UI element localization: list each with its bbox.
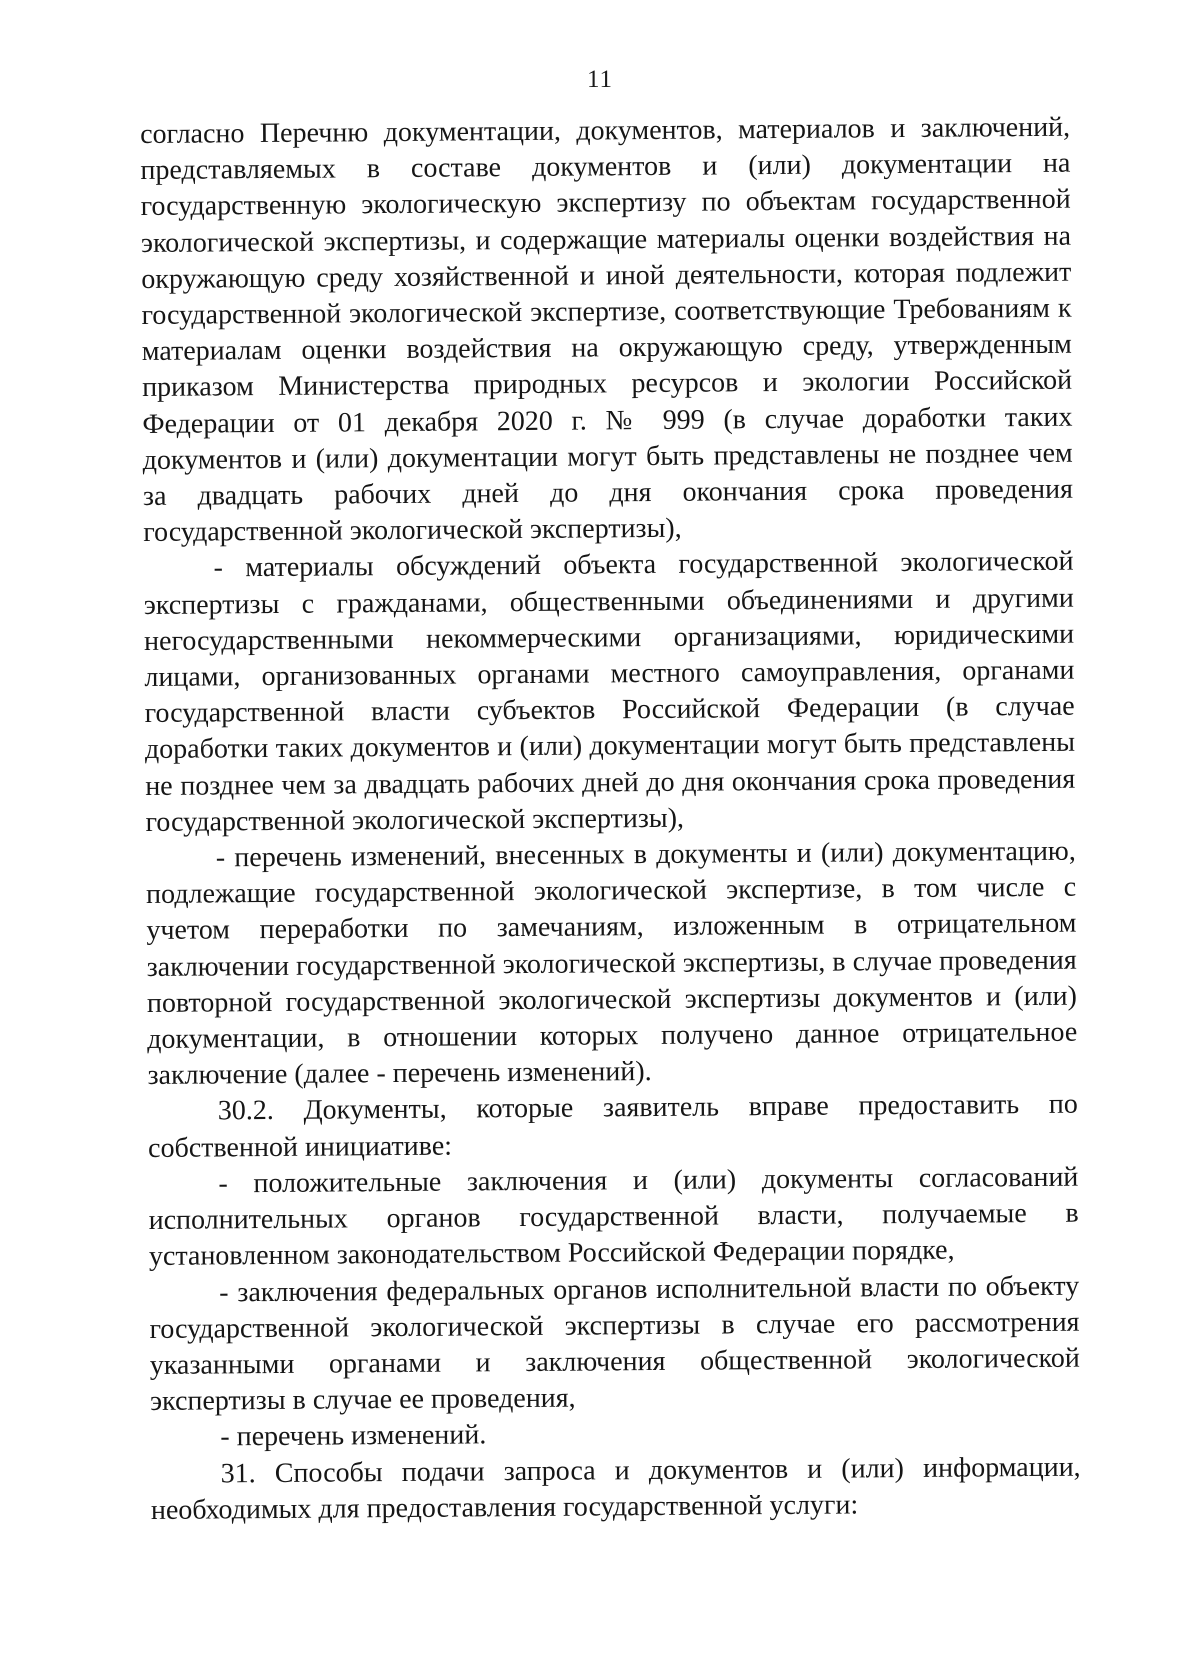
paragraph-section-31: 31. Способы подачи запроса и документов и (или) информации, необходимых для предоставления государственной услуги:: [150, 1451, 1081, 1526]
paragraph-continuation: согласно Перечню документации, документов, материалов и заключений, представляемых в составе документов и (или) документации на государственную экологическую экспертизу по объектам государственной экологической экспертизы, и содержащие материалы оценки воздействия на окружающую среду хозяйственной и иной деятельности, которая подлежит государственной экологической экспертизе, соответствующие Требованиям к материалам оценки воздействия на окружающую среду, утвержденным приказом Министерства природных ресурсов и экологии Российской Федерации от 01 декабря 2020 г. № 999 (в случае доработки таких документов и (или) документации могут быть представлены не позднее чем за двадцать рабочих дней до дня окончания срока проведения государственной экологической экспертизы),: [140, 111, 1074, 549]
paragraph-changes-list: - перечень изменений, внесенных в документы и (или) документацию, подлежащие государственной экологической экспертизе, в том числе с учетом переработки по замечаниям, изложенным в отрицательном заключении государственной экологической экспертизы, в случае проведения повторной государственной экологической экспертизы документов и (или) документации, в отношении которых получено данное отрицательное заключение (далее - перечень изменений).: [145, 835, 1078, 1092]
page-number: 11: [586, 66, 614, 93]
document-body: [140, 110, 1081, 1529]
paragraph-changes-item: - перечень изменений.: [220, 1419, 487, 1453]
paragraph-federal-conclusions: - заключения федеральных органов исполнительной власти по объекту государственной экологической экспертизы в случае его рассмотрения указанными органами и заключения общественной экологической экспертизы в случае ее проведения,: [149, 1270, 1080, 1418]
paragraph-section-30-2: 30.2. Документы, которые заявитель вправе предоставить по собственной инициативе:: [147, 1089, 1078, 1164]
paragraph-positive-conclusions: - положительные заключения и (или) документы согласований исполнительных органов государственной власти, получаемые в установленном законодательством Российской Федерации порядке,: [148, 1161, 1079, 1273]
paragraph-discussion-materials: - материалы обсуждений объекта государственной экологической экспертизы с гражданами, общественными объединениями и другими негосударственными некоммерческими организациями, юридическими лицами, организованных органами местного самоуправления, органами государственной власти субъектов Российской Федерации (в случае доработки таких документов и (или) документации могут быть представлены не позднее чем за двадцать рабочих дней до дня окончания срока проведения государственной экологической экспертизы),: [143, 546, 1076, 838]
